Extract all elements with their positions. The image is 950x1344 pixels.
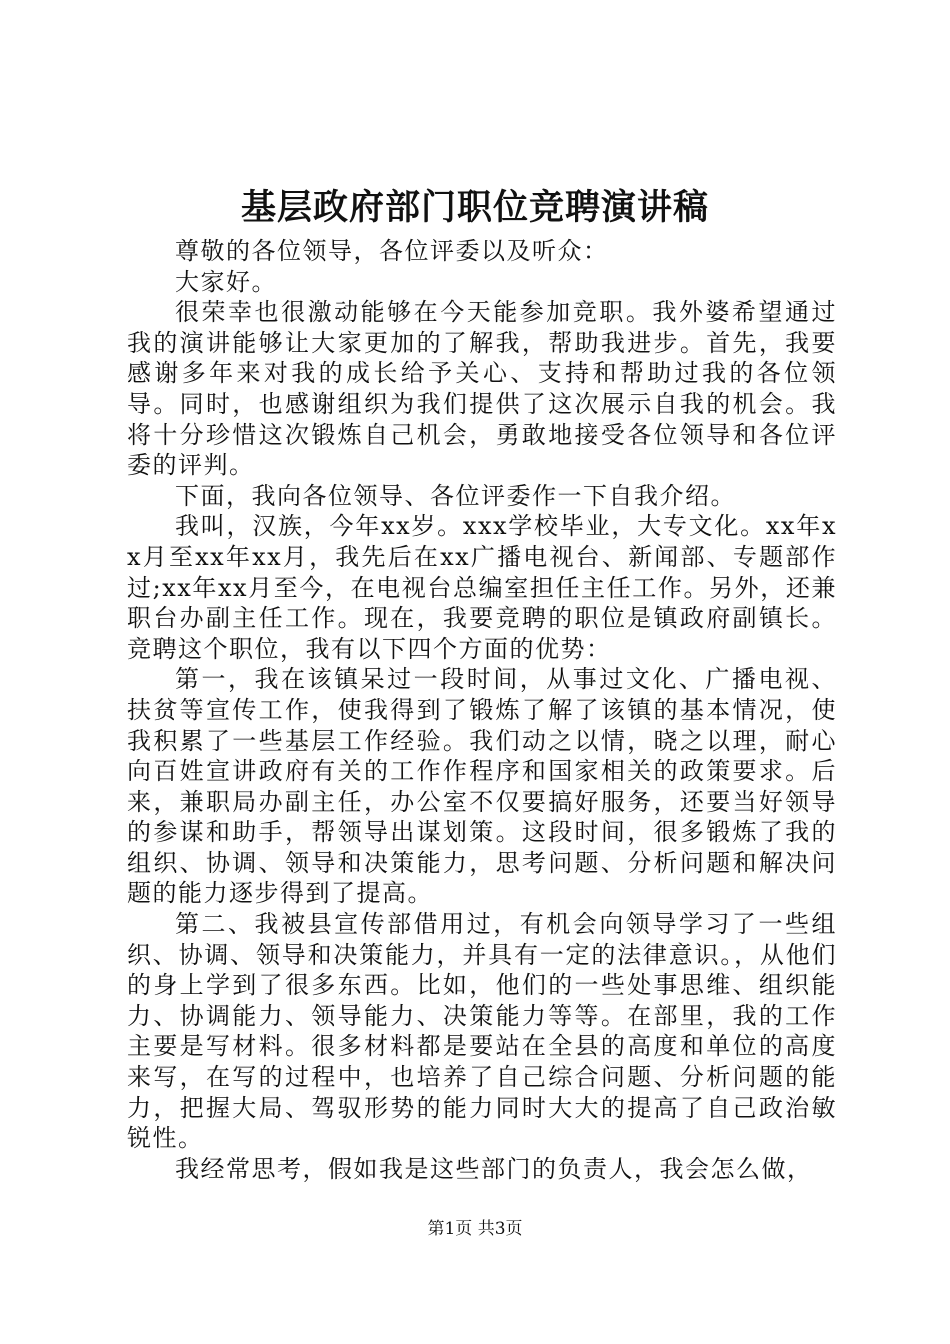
- paragraph-salutation: 尊敬的各位领导，各位评委以及听众：: [175, 237, 609, 265]
- paragraph-advantage-one: 第一，我在该镇呆过一段时间，从事过文化、广播电视、扶贫等宣传工作，使我得到了锻炼了解了该镇的基本情况，使我积累了一些基层工作经验。我们动之以情，晓之以理，耐心向百姓宣讲政府有关的工作作程序和国家相关的政策要求。后来，兼职局办副主任，办公室不仅要搞好服务，还要当好领导的参谋和助手，帮领导出谋划策。这段时间，很多锻炼了我的组织、协调、领导和决策能力，思考问题、分析问题和解决问题的能力逐步得到了提高。: [127, 665, 837, 908]
- document-body: [127, 236, 837, 1184]
- paragraph-intro-transition: 下面，我向各位领导、各位评委作一下自我介绍。: [175, 481, 736, 510]
- paragraph-advantage-two: 第二、我被县宣传部借用过，有机会向领导学习了一些组织、协调、领导和决策能力，并具有一定的法律意识。，从他们的身上学到了很多东西。比如，他们的一些处事思维、组织能力、协调能力、领导能力、决策能力等等。在部里，我的工作主要是写材料。很多材料都是要站在全县的高度和单位的高度来写，在写的过程中，也培养了自己综合问题、分析问题的能力，把握大局、驾驭形势的能力同时大大的提高了自己政治敏锐性。: [127, 910, 837, 1153]
- page-number-footer: 第1页 共3页: [427, 1219, 523, 1239]
- paragraph-greeting: 大家好。: [175, 267, 277, 296]
- paragraph-reflection: 我经常思考，假如我是这些部门的负责人，我会怎么做，: [175, 1154, 813, 1183]
- paragraph-self-introduction: 我叫，汉族，今年xx岁。xxx学校毕业，大专文化。xx年xx月至xx年xx月，我先后在xx广播电视台、新闻部、专题部作过;xx年xx月至今，在电视台总编室担任主任工作。另外，还兼职台办副主任工作。现在，我要竞聘的职位是镇政府副镇长。竞聘这个职位，我有以下四个方面的优势：: [127, 512, 837, 663]
- paragraph-opening: 很荣幸也很激动能够在今天能参加竞职。我外婆希望通过我的演讲能够让大家更加的了解我，帮助我进步。首先，我要感谢多年来对我的成长给予关心、支持和帮助过我的各位领导。同时，也感谢组织为我们提供了这次展示自我的机会。我将十分珍惜这次锻炼自己机会，勇敢地接受各位领导和各位评委的评判。: [127, 298, 837, 480]
- document-title: 基层政府部门职位竞聘演讲稿: [240, 187, 709, 228]
